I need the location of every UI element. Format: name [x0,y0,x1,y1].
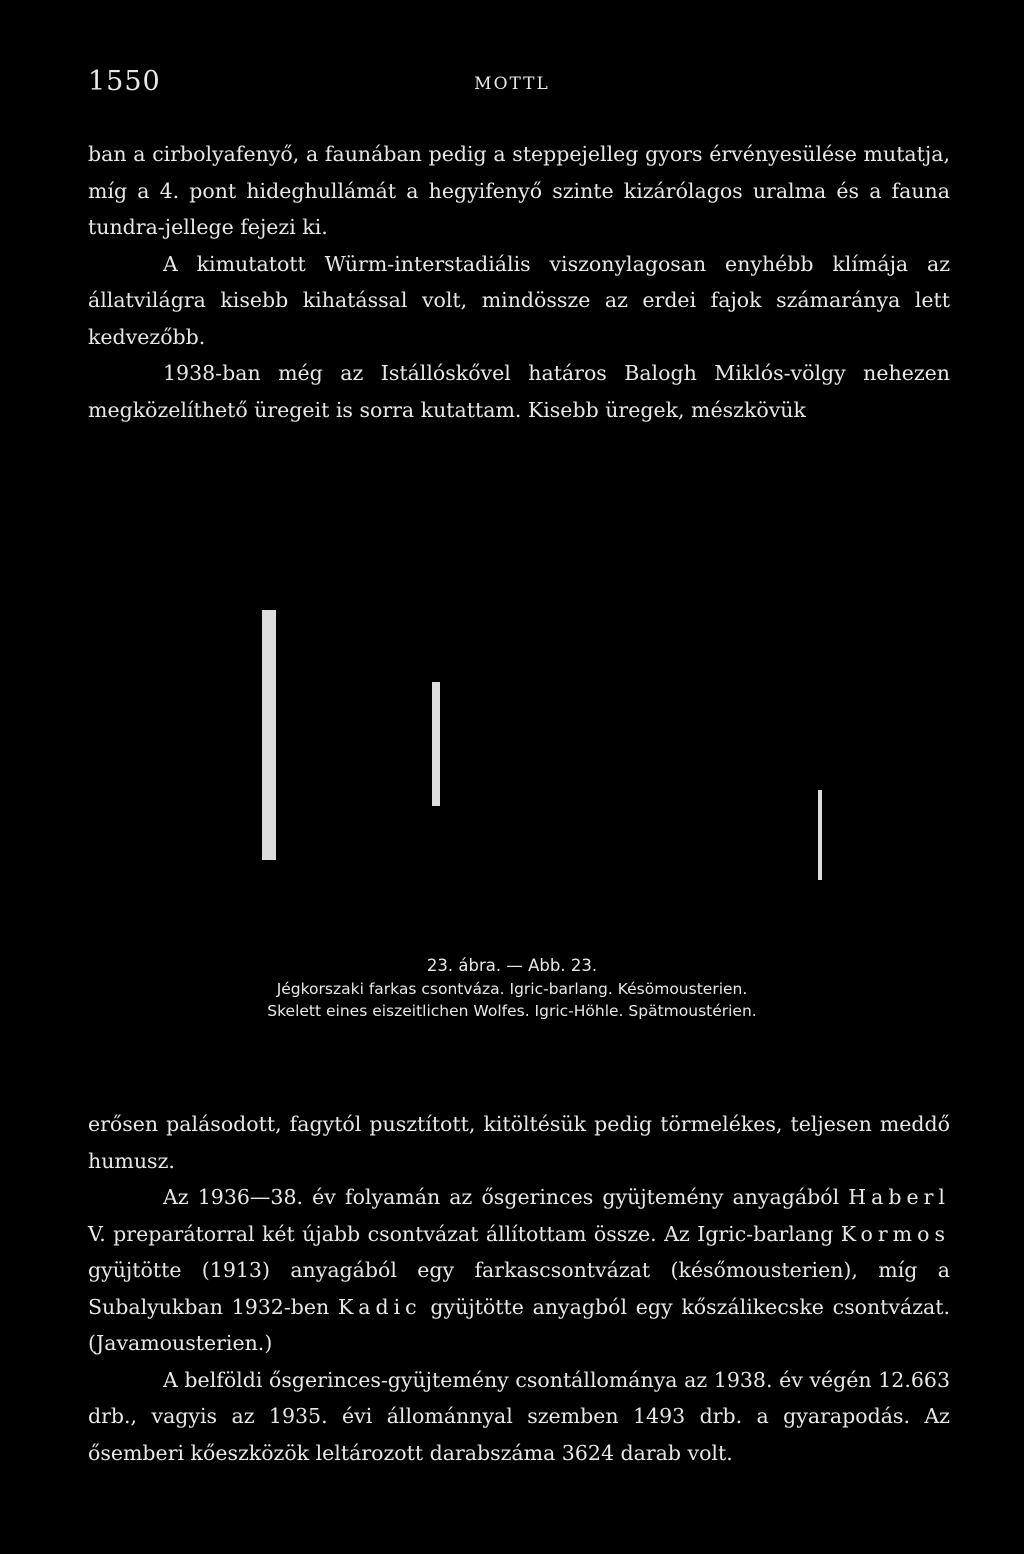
running-head: MOTTL [474,74,550,94]
person-name: Haberl [848,1185,950,1209]
figure-caption [88,955,936,1023]
body-text-bottom [88,1106,950,1471]
text-run: Az 1936—38. év folyamán az ősgerinces gyüjtemény anyagából [163,1185,849,1209]
body-text-top [88,136,950,428]
paragraph: A belföldi ősgerinces-gyüjtemény csontállománya az 1938. év végén 12.663 drb., vagyis az 1935. évi állománnyal szemben 1493 drb. a gyarapodás. Az ősemberi kőeszközök leltározott darabszáma 3624 darab volt. [88,1367,950,1465]
page-number: 1550 [88,66,161,97]
caption-german: Skelett eines eiszeitlichen Wolfes. Igric-Höhle. Spätmoustérien. [267,1002,757,1020]
figure-image [0,460,1024,940]
text-run: gyüjtötte anyagból egy kőszálikecske csontvázat. (Javamousterien.) [88,1294,950,1355]
caption-hungarian: Jégkorszaki farkas csontváza. Igric-barlang. Késömousterien. [276,979,748,998]
figure-bone-mark [818,790,822,880]
figure-bone-mark [432,682,440,806]
paragraph: ban a cirbolyafenyő, a faunában pedig a steppejelleg gyors érvényesülése mutatja, míg a 4. pont hideghullámát a hegyifenyő szinte kizárólagos uralma és a fauna tundra-jellege fejezi ki. [88,142,950,239]
paragraph: A kimutatott Würm-interstadiális viszonylagosan enyhébb klímája az állatvilágra kisebb kihatással volt, mindössze az erdei fajok számaránya lett kedvezőbb. [88,251,950,349]
text-run: V. preparátorral két újabb csontvázat állítottam össze. Az Igric-barlang [88,1221,841,1246]
figure-number: 23. ábra. — Abb. 23. [426,956,598,975]
text-run: gyüjtötte (1913) anyagából egy farkascsontvázat (későmousterien), míg a Subalyukban 1932-ben [88,1258,950,1319]
paragraph [88,1179,950,1362]
person-name: Kadic [337,1294,422,1319]
page-header [88,66,936,106]
figure-bone-mark [262,610,276,860]
paragraph: 1938-ban még az Istállóskővel határos Balogh Miklós-völgy nehezen megközelíthető üregeit is sorra kutattam. Kisebb üregek, mészkövük [88,361,950,422]
paragraph: erősen palásodott, fagytól pusztított, kitöltésük pedig törmelékes, teljesen meddő humusz. [88,1112,950,1173]
person-name: Kormos [840,1221,950,1246]
